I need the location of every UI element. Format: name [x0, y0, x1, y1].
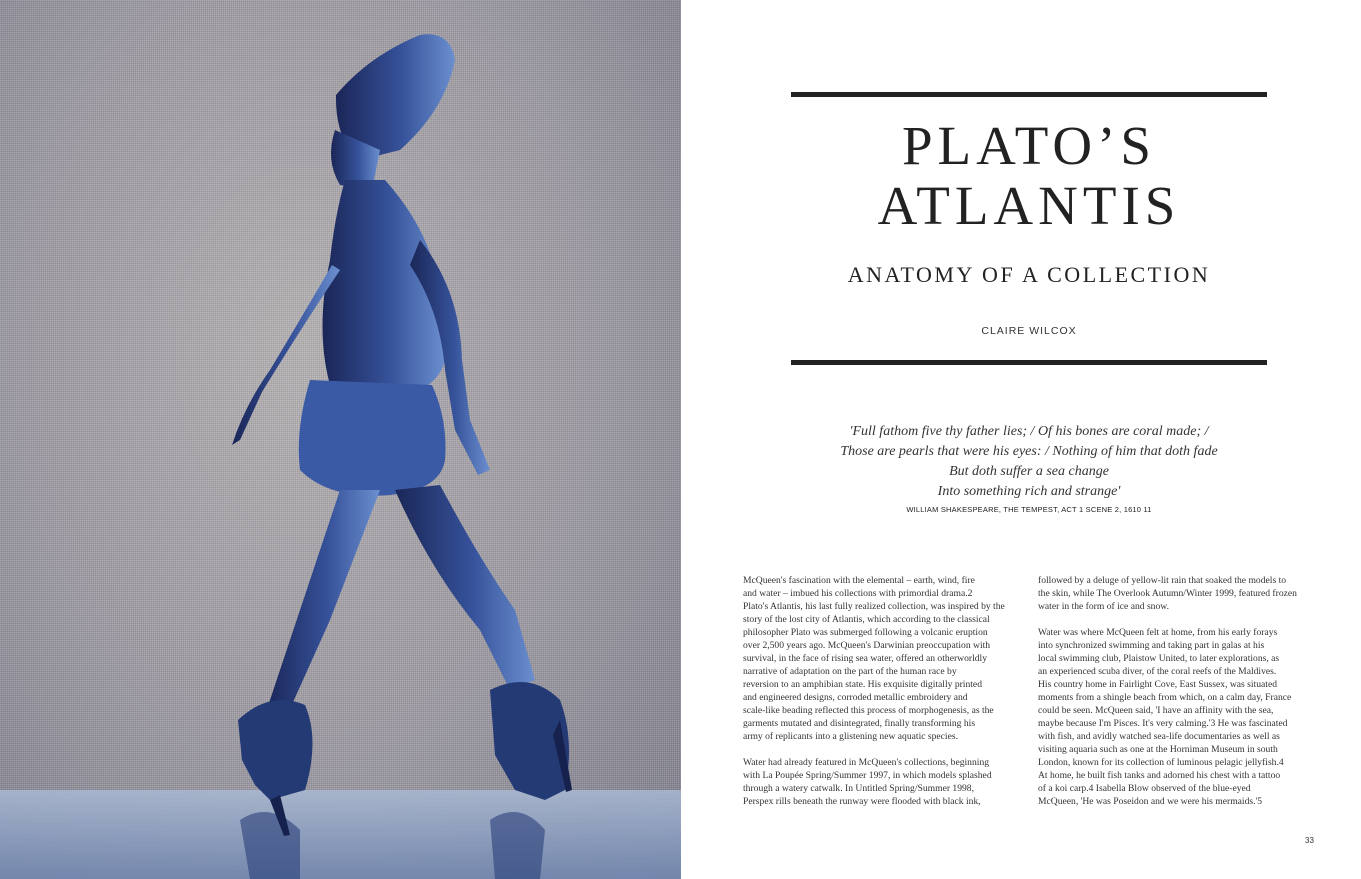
top-rule: [791, 92, 1267, 97]
bottom-rule: [791, 360, 1267, 365]
body-text-line: with fish, and avidly watched sea-life documentaries as well as: [1038, 731, 1280, 742]
article-title: [791, 116, 1267, 236]
body-text-line: McQueen, 'He was Poseidon and we were his mermaids.'5: [1038, 796, 1263, 807]
body-text-line: At home, he built fish tanks and adorned his chest with a tattoo: [1038, 770, 1281, 781]
article-subtitle: ANATOMY OF A COLLECTION: [847, 262, 1211, 287]
epigraph-line: But doth suffer a sea change: [949, 464, 1109, 479]
title-line-1: PLATO’S: [901, 115, 1157, 176]
body-text-line: could be seen. McQueen said, 'I have an affinity with the sea,: [1038, 705, 1274, 716]
body-text-line: reversion to an amphibian state. His exquisite digitally printed: [743, 679, 982, 690]
body-text-line: over 2,500 years ago. McQueen's Darwinian preoccupation with: [743, 640, 991, 651]
body-paragraph: [1038, 574, 1318, 613]
epigraph-attribution: WILLIAM SHAKESPEARE, THE TEMPEST, ACT 1 SCENE 2, 1610 11: [906, 505, 1152, 514]
title-line-2: ATLANTIS: [877, 175, 1181, 236]
body-text-line: local swimming club, Plaistow United, to later explorations, as: [1038, 653, 1280, 664]
body-text-line: His country home in Fairlight Cove, East Sussex, was situated: [1038, 679, 1278, 690]
body-column-right: [1038, 574, 1318, 821]
body-text-line: through a watery catwalk. In Untitled Spring/Summer 1998,: [743, 783, 975, 794]
body-text-line: scale-like beading reflected this process of morphogenesis, as the: [743, 705, 994, 716]
body-text-line: water in the form of ice and snow.: [1038, 601, 1169, 612]
body-text-line: the skin, while The Overlook Autumn/Winter 1999, featured frozen: [1038, 588, 1297, 599]
body-text-line: garments mutated and disintegrated, finally transforming his: [743, 718, 976, 729]
body-column-left: [743, 574, 1015, 821]
body-text-line: McQueen's fascination with the elemental – earth, wind, fire: [743, 575, 975, 586]
body-text-line: army of replicants into a glistening new aquatic species.: [743, 731, 958, 742]
body-text-line: into synchronized swimming and taking part in galas at his: [1038, 640, 1265, 651]
body-text-line: followed by a deluge of yellow-lit rain that soaked the models to: [1038, 575, 1287, 586]
body-text-line: with La Poupée Spring/Summer 1997, in which models splashed: [743, 770, 992, 781]
body-paragraph: [1038, 626, 1318, 808]
page-number: 33: [1305, 836, 1314, 845]
epigraph-line: Those are pearls that were his eyes: / Nothing of him that doth fade: [840, 444, 1218, 459]
body-text-line: Perspex rills beneath the runway were flooded with black ink,: [743, 796, 981, 807]
body-text-line: philosopher Plato was submerged following a volcanic eruption: [743, 627, 988, 638]
body-text-line: Water had already featured in McQueen's collections, beginning: [743, 757, 990, 768]
body-text-line: of a koi carp.4 Isabella Blow observed of the blue-eyed: [1038, 783, 1251, 794]
body-text-line: Plato's Atlantis, his last fully realized collection, was inspired by the: [743, 601, 1005, 612]
body-text-line: moments from a shingle beach from which, on a calm day, France: [1038, 692, 1292, 703]
body-text-line: Water was where McQueen felt at home, from his early forays: [1038, 627, 1278, 638]
epigraph-line: Into something rich and strange': [937, 484, 1121, 499]
epigraph-quote: [791, 422, 1267, 502]
body-paragraph: [743, 574, 1015, 743]
body-text-line: survival, in the face of rising sea water, offered an otherworldly: [743, 653, 987, 664]
body-text-line: visiting aquaria such as one at the Horniman Museum in south: [1038, 744, 1278, 755]
body-text-line: and engineered designs, corroded metallic embroidery and: [743, 692, 968, 703]
body-text-line: maybe because I'm Pisces. It's very calming.'3 He was fascinated: [1038, 718, 1288, 729]
author-byline: CLAIRE WILCOX: [981, 325, 1077, 337]
body-text-line: story of the lost city of Atlantis, which according to the classical: [743, 614, 990, 625]
body-text-line: an experienced scuba diver, of the coral reefs of the Maldives.: [1038, 666, 1277, 677]
body-text-line: and water – imbued his collections with primordial drama.2: [743, 588, 973, 599]
epigraph-line: 'Full fathom five thy father lies; / Of his bones are coral made; /: [849, 424, 1209, 439]
body-text-line: narrative of adaptation on the part of the human race by: [743, 666, 957, 677]
body-text-line: London, known for its collection of luminous pelagic jellyfish.4: [1038, 757, 1284, 768]
body-paragraph: [743, 756, 1015, 808]
